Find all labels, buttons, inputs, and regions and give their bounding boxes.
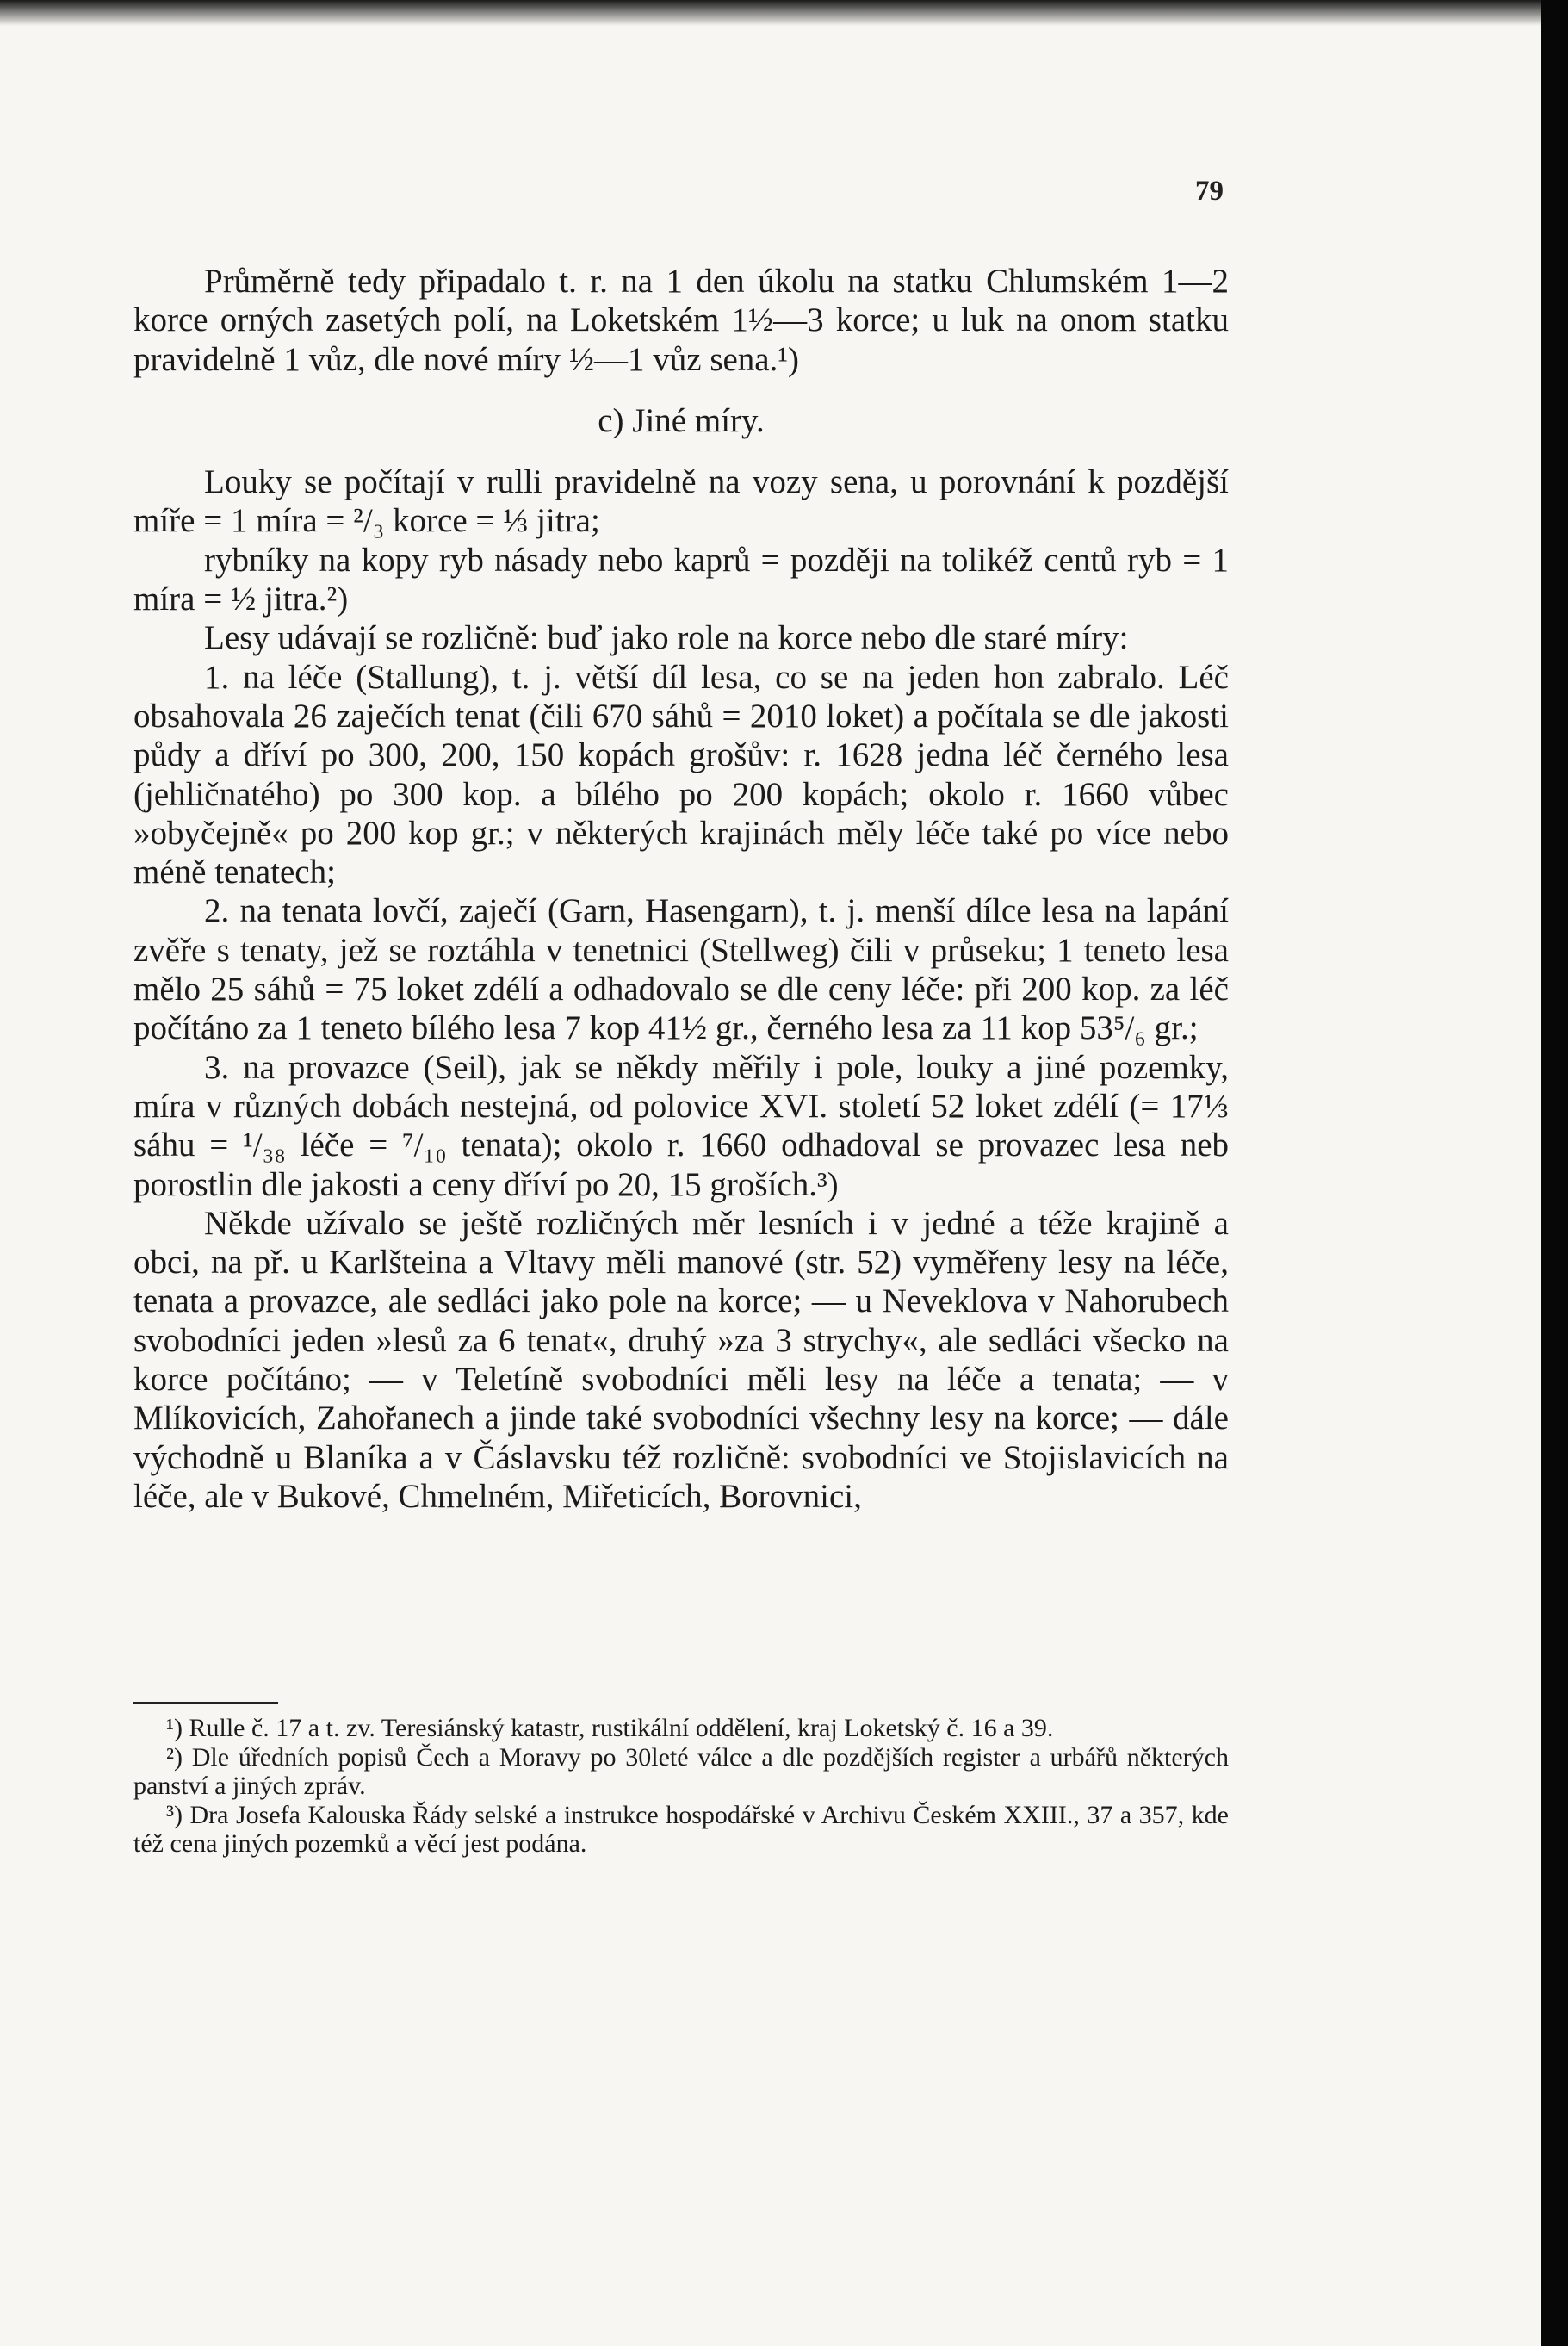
list-item-tenata: 2. na tenata lovčí, zaječí (Garn, Hasengarn), t. j. menší dílce lesa na lapání zvěře s tenaty, jež se roztáhla v tenetnici (Stellweg) čili v průseku; 1 teneto lesa mělo 25 sáhů = 75 loket zdélí a odhadovalo se dle ceny léče: při 200 kop. za léč počítáno za 1 teneto bílého lesa 7 kop 41½ gr., černého lesa za 11 kop 53⁵/₆ gr.; xyxy=(133,892,1229,1047)
footnote-3: ³) Dra Josefa Kalouska Řády selské a instrukce hospodářské v Archivu Českém XXIII., 37 a 357, kde též cena jiných pozemků a věcí jest podána. xyxy=(133,1800,1229,1858)
footnote-1: ¹) Rulle č. 17 a t. zv. Teresiánský katastr, rustikální oddělení, kraj Loketský č. 16 a 39. xyxy=(166,1714,1054,1742)
footnotes xyxy=(133,1714,1229,1859)
paragraph-meadows: Louky se počítají v rulli pravidelně na vozy sena, u porovnání k pozdější míře = 1 míra = ²/₃ korce = ⅓ jitra; xyxy=(133,463,1229,540)
paragraph-average-yield: Průměrně tedy připadalo t. r. na 1 den úkolu na statku Chlumském 1—2 korce orných zasetých polí, na Loketském 1½—3 korce; u luk na onom statku pravidelně 1 vůz, dle nové míry ½—1 vůz sena.¹) xyxy=(133,263,1229,378)
section-heading: c) Jiné míry. xyxy=(598,401,765,439)
list-item-provazce: 3. na provazce (Seil), jak se někdy měřily i pole, louky a jiné pozemky, míra v různých dobách nestejná, od polovice XVI. století 52 loket zdélí (= 17⅓ sáhu = ¹/₃₈ léče = ⁷/₁₀ tenata); okolo r. 1660 odhadoval se provazec lesa neb porostlin dle jakosti a ceny dříví po 20, 15 groších.³) xyxy=(133,1048,1229,1203)
body-text xyxy=(133,262,1229,1516)
paragraph-regional-measures: Někde užívalo se ještě rozličných měr lesních i v jedné a téže krajině a obci, na př. u Karlšteina a Vltavy měli manové (str. 52) vyměřeny lesy na léče, tenata a provazce, ale sedláci jako pole na korce; — u Neveklova v Nahorubech svobodníci jeden »lesů za 6 tenat«, druhý »za 3 strychy«, ale sedláci všecko na korce počítáno; — v Teletíně svobodníci měli lesy na léče a tenata; — v Mlíkovicích, Zahořanech a jinde také svobodníci všechny lesy na korce; — dále východně u Blaníka a v Čáslavsku též rozličně: svobodníci ve Stojislavicích na léče, ale v Bukové, Chmelném, Miřeticích, Borovnici, xyxy=(133,1204,1229,1515)
list-item-leces: 1. na léče (Stallung), t. j. větší díl lesa, co se na jeden hon zabralo. Léč obsahovala 26 zaječích tenat (čili 670 sáhů = 2010 loket) a počítala se dle jakosti půdy a dříví po 300, 200, 150 kopách grošův: r. 1628 jedna léč černého lesa (jehličnatého) po 300 kop. a bílého po 200 kopách; okolo r. 1660 vůbec »obyčejně« po 200 kop gr.; v některých krajinách měly léče také po více nebo méně tenatech; xyxy=(133,658,1229,891)
page-number: 79 xyxy=(1195,176,1224,207)
paragraph-ponds: rybníky na kopy ryb násady nebo kaprů = později na tolikéž centů ryb = 1 míra = ½ jitra.²) xyxy=(133,541,1229,618)
scan-border xyxy=(1541,0,1568,2346)
footnote-divider xyxy=(133,1702,278,1704)
paragraph-forests: Lesy udávají se rozličně: buď jako role na korce nebo dle staré míry: xyxy=(204,619,1129,657)
footnote-2: ²) Dle úředních popisů Čech a Moravy po 30leté válce a dle pozdějších register a urbářů některých panství a jiných zpráv. xyxy=(133,1742,1229,1800)
